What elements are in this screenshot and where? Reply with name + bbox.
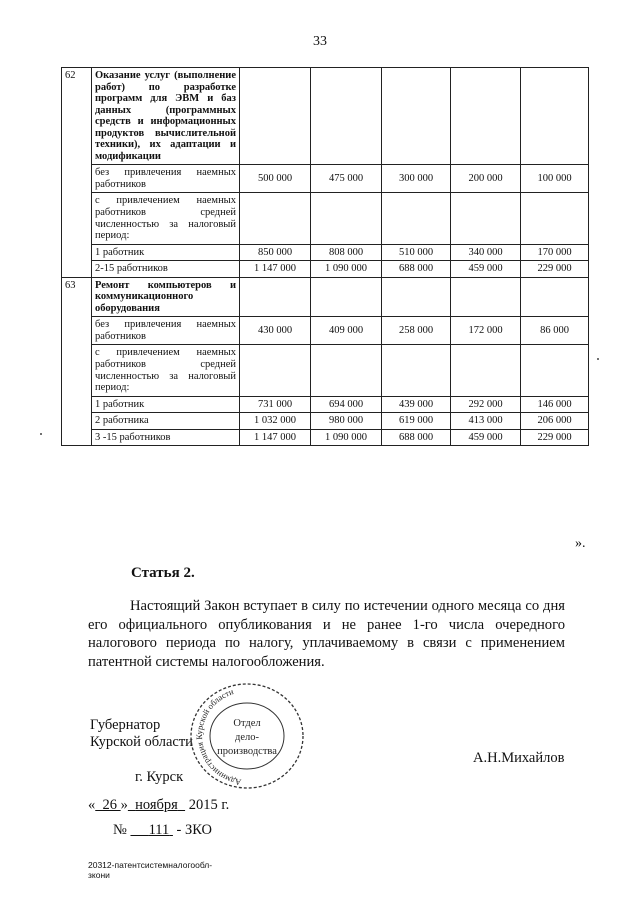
signing-date bbox=[88, 797, 229, 814]
value-cell: 200 000 bbox=[451, 165, 521, 193]
scan-speck bbox=[597, 358, 599, 360]
number-value: 111 bbox=[148, 822, 170, 838]
date-close-quote: » bbox=[120, 797, 128, 813]
date-day: 26 bbox=[102, 797, 117, 813]
row-number: 62 bbox=[62, 68, 92, 278]
official-stamp bbox=[182, 683, 312, 793]
stamp-ring-text: Администрация Курской области bbox=[194, 686, 242, 788]
value-cell: 475 000 bbox=[311, 165, 382, 193]
row-label: 2-15 работников bbox=[92, 261, 240, 278]
tariff-table bbox=[61, 67, 589, 446]
value-cell: 206 000 bbox=[521, 413, 589, 430]
value-cell: 1 090 000 bbox=[311, 429, 382, 446]
activity-title: Оказание услуг (выполнение работ) по разработке программ для ЭВМ и баз данных (программных средств и информационных продуктов вычислительной техники), их адаптации и модификации bbox=[92, 68, 240, 165]
value-cell bbox=[451, 345, 521, 396]
value-cell: 1 147 000 bbox=[240, 261, 311, 278]
signatory-name: А.Н.Михайлов bbox=[473, 750, 565, 766]
row-label: 3 -15 работников bbox=[92, 429, 240, 446]
empty-cell bbox=[382, 68, 451, 165]
value-cell: 1 090 000 bbox=[311, 261, 382, 278]
value-cell: 292 000 bbox=[451, 396, 521, 413]
value-cell bbox=[521, 193, 589, 244]
value-cell: 172 000 bbox=[451, 317, 521, 345]
article-text: Настоящий Закон вступает в силу по истечении одного месяца со дня его официального опубликования и не ранее 1-го числа очередного налогового периода по налогу, уплачиваемому в связи с применением патентной системы налогообложения. bbox=[88, 598, 565, 670]
value-cell: 100 000 bbox=[521, 165, 589, 193]
value-cell bbox=[382, 193, 451, 244]
value-cell: 808 000 bbox=[311, 244, 382, 261]
row-label: без привлечения наемных работников bbox=[92, 165, 240, 193]
signatory-position bbox=[90, 717, 193, 751]
activity-title: Ремонт компьютеров и коммуникационного оборудования bbox=[92, 277, 240, 317]
value-cell: 300 000 bbox=[382, 165, 451, 193]
value-cell: 1 147 000 bbox=[240, 429, 311, 446]
value-cell bbox=[240, 345, 311, 396]
table-row bbox=[62, 413, 589, 430]
value-cell: 340 000 bbox=[451, 244, 521, 261]
page-number: 33 bbox=[313, 34, 327, 49]
value-cell: 694 000 bbox=[311, 396, 382, 413]
value-cell: 510 000 bbox=[382, 244, 451, 261]
value-cell: 146 000 bbox=[521, 396, 589, 413]
value-cell: 619 000 bbox=[382, 413, 451, 430]
empty-cell bbox=[240, 277, 311, 317]
row-label: 1 работник bbox=[92, 396, 240, 413]
table-row bbox=[62, 261, 589, 278]
empty-cell bbox=[311, 68, 382, 165]
value-cell bbox=[451, 193, 521, 244]
signatory-position-line1: Губернатор bbox=[90, 717, 161, 733]
table-row bbox=[62, 244, 589, 261]
empty-cell bbox=[521, 277, 589, 317]
stamp-center-line2: дело- bbox=[235, 732, 259, 743]
value-cell bbox=[382, 345, 451, 396]
value-cell: 459 000 bbox=[451, 429, 521, 446]
scan-speck bbox=[40, 433, 42, 435]
value-cell: 409 000 bbox=[311, 317, 382, 345]
row-number: 63 bbox=[62, 277, 92, 446]
table-group-header-row bbox=[62, 277, 589, 317]
stamp-center-line3: производства bbox=[217, 746, 277, 757]
empty-cell bbox=[311, 277, 382, 317]
value-cell: 229 000 bbox=[521, 261, 589, 278]
value-cell: 430 000 bbox=[240, 317, 311, 345]
row-label: 1 работник bbox=[92, 244, 240, 261]
row-label: 2 работника bbox=[92, 413, 240, 430]
table-row bbox=[62, 396, 589, 413]
empty-cell bbox=[521, 68, 589, 165]
value-cell: 980 000 bbox=[311, 413, 382, 430]
table-row bbox=[62, 345, 589, 396]
value-cell: 229 000 bbox=[521, 429, 589, 446]
value-cell: 731 000 bbox=[240, 396, 311, 413]
value-cell: 459 000 bbox=[451, 261, 521, 278]
value-cell: 688 000 bbox=[382, 261, 451, 278]
file-identifier: 20312-патентсистемналогообл-зкони bbox=[88, 860, 213, 880]
value-cell bbox=[240, 193, 311, 244]
empty-cell bbox=[451, 68, 521, 165]
number-suffix: - ЗКО bbox=[176, 822, 213, 838]
stamp-graphic bbox=[182, 683, 312, 793]
date-year: 2015 г. bbox=[188, 797, 230, 813]
row-label: с привлечением наемных работников средней численностью за налоговый период: bbox=[92, 345, 240, 396]
empty-cell bbox=[451, 277, 521, 317]
value-cell: 86 000 bbox=[521, 317, 589, 345]
article-title: Статья 2. bbox=[131, 565, 195, 581]
value-cell: 258 000 bbox=[382, 317, 451, 345]
value-cell bbox=[311, 193, 382, 244]
table-group-header-row bbox=[62, 68, 589, 165]
stamp-center-line1: Отдел bbox=[233, 718, 261, 729]
date-open-quote: « bbox=[88, 797, 96, 813]
empty-cell bbox=[240, 68, 311, 165]
row-label: с привлечением наемных работников средней численностью за налоговый период: bbox=[92, 193, 240, 244]
table-row bbox=[62, 193, 589, 244]
value-cell: 850 000 bbox=[240, 244, 311, 261]
value-cell: 170 000 bbox=[521, 244, 589, 261]
value-cell: 500 000 bbox=[240, 165, 311, 193]
date-month: ноября bbox=[135, 797, 178, 813]
row-label: без привлечения наемных работников bbox=[92, 317, 240, 345]
table-row bbox=[62, 429, 589, 446]
value-cell: 688 000 bbox=[382, 429, 451, 446]
table-row bbox=[62, 165, 589, 193]
value-cell: 1 032 000 bbox=[240, 413, 311, 430]
law-number bbox=[113, 822, 212, 839]
empty-cell bbox=[382, 277, 451, 317]
signatory-position-line2: Курской области bbox=[90, 734, 193, 750]
closing-quote: ». bbox=[575, 536, 586, 551]
table-row bbox=[62, 317, 589, 345]
value-cell bbox=[311, 345, 382, 396]
number-prefix: № bbox=[113, 822, 127, 838]
value-cell: 413 000 bbox=[451, 413, 521, 430]
value-cell: 439 000 bbox=[382, 396, 451, 413]
city: г. Курск bbox=[135, 769, 184, 785]
value-cell bbox=[521, 345, 589, 396]
